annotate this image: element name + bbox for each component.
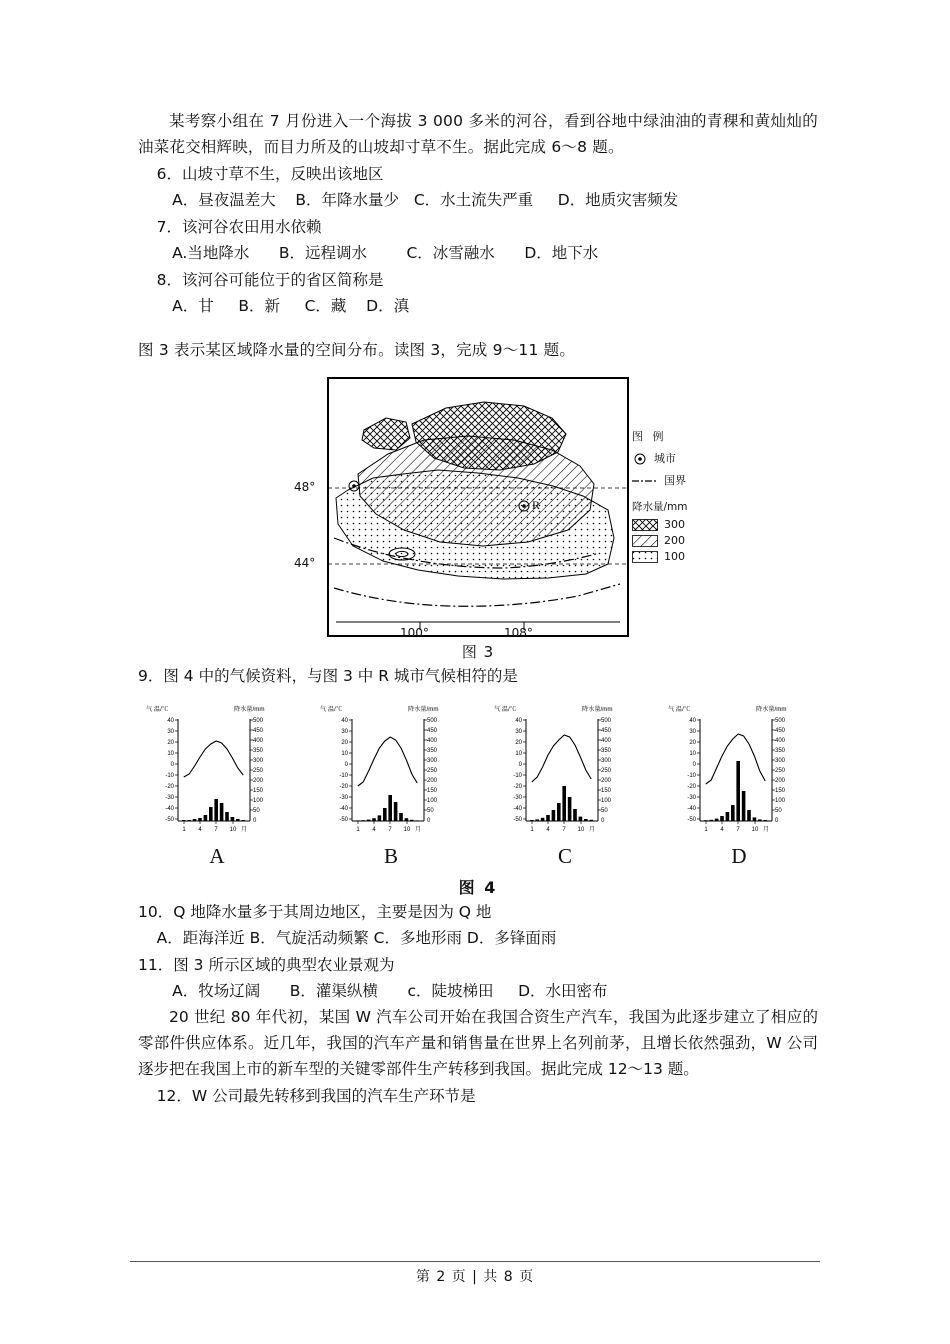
svg-text:350: 350	[427, 748, 438, 754]
axis-right-title-d: 降水量/mm	[756, 706, 787, 713]
svg-text:400: 400	[601, 738, 612, 744]
question-10-number: 10．	[138, 903, 174, 921]
svg-text:月: 月	[588, 827, 596, 833]
svg-text:10: 10	[577, 827, 585, 833]
svg-text:40: 40	[167, 718, 174, 724]
svg-text:300: 300	[601, 758, 612, 764]
question-12-text: W 公司最先转移到我国的汽车生产环节是	[191, 1087, 476, 1105]
svg-text:月: 月	[414, 827, 422, 833]
svg-text:4: 4	[198, 827, 202, 833]
svg-text:1: 1	[182, 827, 186, 833]
figure-4-row	[138, 701, 818, 869]
map-city-label-r: R	[532, 498, 541, 512]
svg-text:200: 200	[253, 778, 264, 784]
map-lon-label-100: 100°	[400, 626, 429, 640]
svg-text:10: 10	[229, 827, 237, 833]
svg-text:300: 300	[775, 758, 786, 764]
svg-text:50: 50	[775, 808, 782, 814]
svg-text:7: 7	[214, 827, 218, 833]
svg-text:250: 250	[253, 768, 264, 774]
question-9	[138, 663, 818, 689]
climograph-b-label: B	[383, 844, 398, 868]
svg-text:150: 150	[253, 788, 264, 794]
svg-text:0: 0	[518, 762, 522, 768]
footer-divider	[130, 1261, 820, 1262]
svg-text:40: 40	[515, 718, 522, 724]
question-11-text: 图 3 所示区域的典型农业景观为	[173, 956, 395, 974]
map-lat-label-44: 44°	[294, 556, 316, 570]
svg-text:350: 350	[775, 748, 786, 754]
question-6-stem	[138, 161, 818, 187]
svg-text:30: 30	[515, 729, 522, 735]
closing-paragraph: 20 世纪 80 年代初，某国 W 汽车公司开始在我国合资生产汽车，我国为此逐步建立了相应的零部件供应体系。近几年，我国的汽车产量和销售量在世界上名列前茅，且增长依然强劲，W 公司逐步把在我国上市的新车型的关键零部件生产转移到我国。据此完成 12～13 题。	[138, 1008, 818, 1078]
svg-text:20: 20	[689, 740, 696, 746]
page-content	[138, 108, 818, 1109]
legend-swatch-100	[632, 551, 658, 563]
svg-text:0: 0	[692, 762, 696, 768]
svg-text:50: 50	[601, 808, 608, 814]
question-9-stem	[138, 663, 818, 689]
svg-text:400: 400	[253, 738, 264, 744]
legend-value-300: 300	[664, 518, 685, 531]
svg-text:40: 40	[689, 718, 696, 724]
figure-3-map	[294, 377, 688, 640]
svg-text:150: 150	[775, 788, 786, 794]
question-10-options: A．距海洋近 B．气旋活动频繁 C．多地形雨 D．多锋面雨	[156, 929, 557, 947]
svg-text:30: 30	[167, 729, 174, 735]
svg-text:250: 250	[601, 768, 612, 774]
svg-text:4: 4	[546, 827, 550, 833]
svg-text:10: 10	[515, 751, 522, 757]
axis-right-title-a: 降水量/mm	[234, 706, 265, 713]
question-11	[138, 952, 818, 1004]
svg-text:-10: -10	[687, 773, 696, 779]
svg-text:20: 20	[167, 740, 174, 746]
legend-swatch-200	[632, 535, 658, 547]
question-12	[138, 1083, 818, 1109]
climograph-d	[660, 701, 818, 869]
svg-text:200: 200	[601, 778, 612, 784]
axis-left-title-c: 气 温/℃	[494, 706, 517, 713]
svg-text:300: 300	[253, 758, 264, 764]
svg-text:-50: -50	[165, 817, 174, 823]
svg-text:-40: -40	[513, 806, 522, 812]
svg-text:0: 0	[170, 762, 174, 768]
svg-text:10: 10	[167, 751, 174, 757]
question-6-number: 6．	[156, 165, 182, 183]
legend-city-icon	[632, 453, 648, 465]
svg-text:-20: -20	[513, 784, 522, 790]
axis-right-title-c: 降水量/mm	[582, 706, 613, 713]
map-lat-label-48: 48°	[294, 480, 316, 494]
svg-text:-10: -10	[339, 773, 348, 779]
svg-text:-50: -50	[513, 817, 522, 823]
svg-text:200: 200	[775, 778, 786, 784]
legend-border-icon	[632, 476, 658, 486]
svg-text:-40: -40	[687, 806, 696, 812]
question-12-number: 12．	[156, 1087, 192, 1105]
svg-text:-40: -40	[165, 806, 174, 812]
svg-text:-30: -30	[687, 795, 696, 801]
svg-text:0: 0	[253, 818, 257, 824]
legend-title: 图 例	[632, 430, 667, 443]
question-9-text: 图 4 中的气候资料，与图 3 中 R 城市气候相符的是	[163, 667, 518, 685]
svg-text:-30: -30	[339, 795, 348, 801]
svg-text:450: 450	[253, 728, 264, 734]
question-10-text: Q 地降水量多于其周边地区，主要是因为 Q 地	[173, 903, 492, 921]
svg-text:300: 300	[427, 758, 438, 764]
svg-text:250: 250	[775, 768, 786, 774]
svg-text:100: 100	[253, 798, 264, 804]
question-11-options: A．牧场辽阔 B．灌渠纵横 c．陡坡梯田 D．水田密布	[172, 982, 608, 1000]
legend-rain-title: 降水量/mm	[632, 501, 688, 513]
question-10-stem	[138, 899, 818, 925]
svg-text:10: 10	[403, 827, 411, 833]
question-8-text: 该河谷可能位于的省区简称是	[181, 271, 384, 289]
svg-text:7: 7	[736, 827, 740, 833]
svg-text:400: 400	[427, 738, 438, 744]
svg-text:30: 30	[341, 729, 348, 735]
svg-text:1: 1	[530, 827, 534, 833]
climograph-b	[312, 701, 470, 869]
svg-text:500: 500	[427, 718, 438, 724]
climograph-c	[486, 701, 644, 869]
svg-text:-10: -10	[513, 773, 522, 779]
svg-text:-20: -20	[165, 784, 174, 790]
figure-3-wrapper	[138, 377, 818, 640]
legend-value-100: 100	[664, 550, 685, 563]
figure-3-intro: 图 3 表示某区域降水量的空间分布。读图 3，完成 9～11 题。	[138, 341, 576, 359]
map-legend	[632, 430, 724, 564]
svg-text:0: 0	[775, 818, 779, 824]
climograph-a	[138, 701, 296, 869]
svg-text:1: 1	[704, 827, 708, 833]
svg-text:150: 150	[427, 788, 438, 794]
question-7	[138, 214, 818, 266]
svg-text:月: 月	[240, 827, 248, 833]
svg-text:100: 100	[601, 798, 612, 804]
svg-text:500: 500	[253, 718, 264, 724]
svg-text:-50: -50	[687, 817, 696, 823]
question-7-options: A.当地降水 B．远程调水 C．冰雪融水 D．地下水	[172, 244, 599, 262]
svg-text:0: 0	[344, 762, 348, 768]
question-11-stem	[138, 952, 818, 978]
legend-border-label: 国界	[664, 474, 686, 487]
climograph-c-label: C	[557, 844, 572, 868]
svg-text:0: 0	[427, 818, 431, 824]
climograph-a-label: A	[209, 844, 225, 868]
question-7-number: 7．	[156, 218, 182, 236]
question-8	[138, 267, 818, 319]
axis-left-title-b: 气 温/℃	[320, 706, 343, 713]
svg-text:-30: -30	[513, 795, 522, 801]
svg-text:10: 10	[751, 827, 759, 833]
question-6-text: 山坡寸草不生，反映出该地区	[181, 165, 384, 183]
svg-text:30: 30	[689, 729, 696, 735]
question-7-stem	[138, 214, 818, 240]
question-12-stem	[138, 1083, 818, 1109]
map-lon-label-108: 108°	[504, 626, 533, 640]
svg-text:7: 7	[388, 827, 392, 833]
svg-text:20: 20	[341, 740, 348, 746]
svg-text:-20: -20	[339, 784, 348, 790]
svg-text:-10: -10	[165, 773, 174, 779]
question-8-number: 8．	[156, 271, 182, 289]
page-footer	[0, 1266, 950, 1286]
spacer	[138, 319, 818, 337]
svg-text:500: 500	[601, 718, 612, 724]
svg-text:400: 400	[775, 738, 786, 744]
axis-right-title-b: 降水量/mm	[408, 706, 439, 713]
legend-city-label: 城市	[654, 452, 676, 465]
svg-text:20: 20	[515, 740, 522, 746]
svg-text:-30: -30	[165, 795, 174, 801]
legend-swatch-300	[632, 519, 658, 531]
svg-text:50: 50	[427, 808, 434, 814]
question-8-stem	[138, 267, 818, 293]
question-9-number: 9．	[138, 667, 164, 685]
question-6	[138, 161, 818, 213]
svg-text:40: 40	[341, 718, 348, 724]
svg-text:7: 7	[562, 827, 566, 833]
svg-text:450: 450	[601, 728, 612, 734]
svg-text:-40: -40	[339, 806, 348, 812]
svg-text:200: 200	[427, 778, 438, 784]
question-7-text: 该河谷农田用水依赖	[181, 218, 322, 236]
legend-value-200: 200	[664, 534, 685, 547]
svg-text:450: 450	[775, 728, 786, 734]
svg-text:4: 4	[372, 827, 376, 833]
intro-paragraph: 某考察小组在 7 月份进入一个海拔 3 000 多米的河谷，看到谷地中绿油油的青稞和黄灿灿的油菜花交相辉映，而目力所及的山坡却寸草不生。据此完成 6～8 题。	[138, 112, 818, 156]
svg-text:100: 100	[775, 798, 786, 804]
svg-text:350: 350	[601, 748, 612, 754]
question-10	[138, 899, 818, 951]
svg-text:-50: -50	[339, 817, 348, 823]
svg-text:250: 250	[427, 768, 438, 774]
svg-text:1: 1	[356, 827, 360, 833]
svg-text:450: 450	[427, 728, 438, 734]
question-8-options: A．甘 B．新 C．藏 D．滇	[172, 297, 410, 315]
svg-text:10: 10	[689, 751, 696, 757]
svg-text:100: 100	[427, 798, 438, 804]
climograph-d-label: D	[731, 844, 747, 868]
svg-text:50: 50	[253, 808, 260, 814]
svg-text:500: 500	[775, 718, 786, 724]
svg-text:-20: -20	[687, 784, 696, 790]
question-6-options: A．昼夜温差大 B．年降水量少 C．水土流失严重 D．地质灾害频发	[172, 191, 679, 209]
question-11-number: 11．	[138, 956, 174, 974]
svg-text:150: 150	[601, 788, 612, 794]
axis-left-title-a: 气 温/℃	[146, 706, 169, 713]
svg-text:月: 月	[762, 827, 770, 833]
axis-left-title-d: 气 温/℃	[668, 706, 691, 713]
svg-text:4: 4	[720, 827, 724, 833]
page-number: 第 2 页 | 共 8 页	[415, 1269, 535, 1285]
figure-4-caption: 图 4	[458, 878, 498, 897]
svg-text:10: 10	[341, 751, 348, 757]
figure-3-caption: 图 3	[461, 643, 495, 661]
svg-text:350: 350	[253, 748, 264, 754]
svg-text:0: 0	[601, 818, 605, 824]
